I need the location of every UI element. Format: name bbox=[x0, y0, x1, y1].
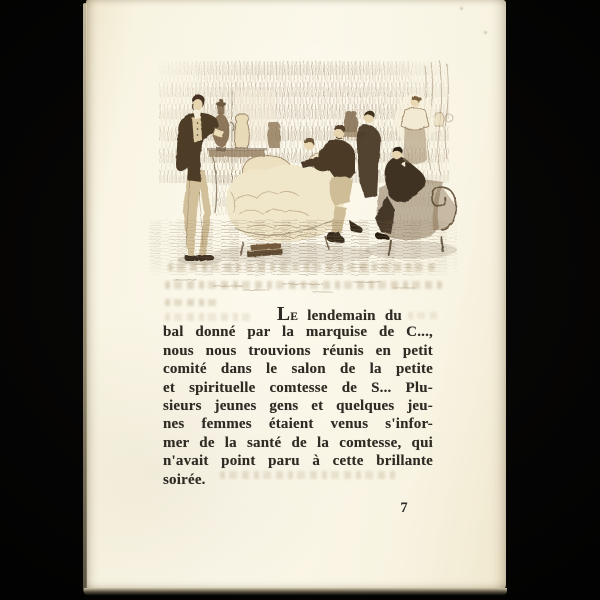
text-line: soirée. bbox=[163, 471, 206, 488]
page-bottom-edge bbox=[84, 588, 507, 595]
body-text bbox=[163, 305, 433, 489]
show-through-text bbox=[165, 281, 442, 289]
drop-initial: L bbox=[277, 304, 291, 325]
text-line: sieurs jeunes gens et quelques jeu- bbox=[163, 397, 433, 414]
text-line: n'avait point paru à cette brillante bbox=[163, 453, 433, 470]
paper-speck bbox=[460, 7, 463, 10]
opening-word: lendemain bbox=[307, 308, 376, 324]
book-page bbox=[86, 0, 506, 590]
text-line: et spirituelle comtesse de S... Plu- bbox=[163, 379, 433, 396]
paper-speck bbox=[484, 31, 487, 34]
small-cap: E bbox=[290, 311, 299, 323]
show-through-text bbox=[168, 263, 440, 271]
text-line: bal donné par la marquise de C..., bbox=[163, 324, 433, 341]
text-line: nous nous trouvions réunis en petit bbox=[163, 342, 433, 359]
text-line: comité dans le salon de la petite bbox=[163, 361, 433, 378]
text-line: nes femmes étaient venus s'infor- bbox=[163, 416, 433, 433]
text-line-opening bbox=[163, 305, 433, 323]
page-number: 7 bbox=[400, 500, 408, 516]
text-line: mer de la santé de la comtesse, qui bbox=[163, 434, 433, 451]
opening-word: du bbox=[384, 308, 402, 324]
